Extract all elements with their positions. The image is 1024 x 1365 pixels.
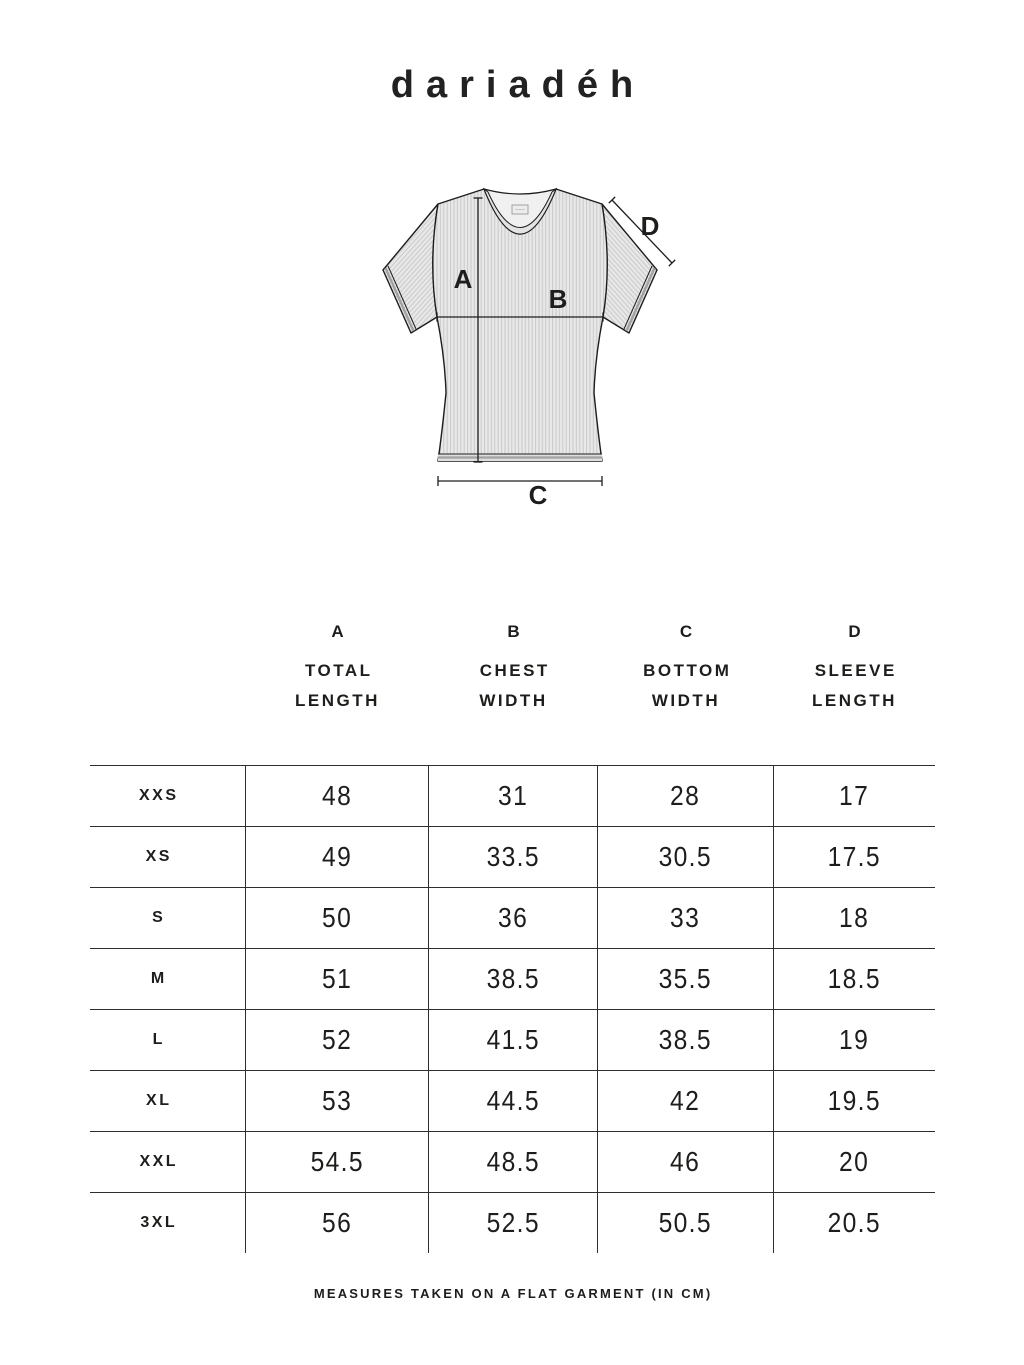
value-bottom-width: 50.5 (598, 1193, 774, 1253)
table-row-xxs (90, 765, 935, 826)
value-sleeve-length: 19.5 (827, 1085, 882, 1116)
header-letter-d: D (848, 622, 864, 641)
value-sleeve-length: 19 (839, 1024, 870, 1055)
value-sleeve-length: 20.5 (827, 1207, 882, 1238)
footnote: MEASURES TAKEN ON A FLAT GARMENT (IN CM) (313, 1286, 713, 1301)
table-row-xxl (90, 1131, 935, 1192)
header-col-b (429, 622, 598, 716)
table-header (90, 622, 935, 716)
value-total-length: 53 (246, 1071, 429, 1131)
size-table (90, 765, 935, 1253)
header-col-a (246, 622, 429, 716)
value-bottom-width: 28 (598, 766, 774, 826)
value-chest-width: 44.5 (429, 1071, 598, 1131)
header-letter-c: C (679, 622, 695, 641)
value-chest-width: 38.5 (429, 949, 598, 1009)
table-row-l (90, 1009, 935, 1070)
value-sleeve-length: 17 (839, 780, 870, 811)
value-chest-width: 52.5 (429, 1193, 598, 1253)
value-total-length: 54.5 (246, 1132, 429, 1192)
table-row-xs (90, 826, 935, 887)
value-chest-width: 33.5 (429, 827, 598, 887)
value-chest-width: 31 (429, 766, 598, 826)
value-bottom-width: 46 (598, 1132, 774, 1192)
hem-band (438, 454, 602, 461)
value-chest-width: 41.5 (429, 1010, 598, 1070)
value-chest-width: 48.5 (429, 1132, 598, 1192)
header-spacer (90, 622, 246, 716)
value-bottom-width: 42 (598, 1071, 774, 1131)
size-label: L (90, 1010, 246, 1070)
size-label: XXL (90, 1132, 246, 1192)
table-row-m (90, 948, 935, 1009)
header-name-c: BOTTOM WIDTH (643, 661, 732, 710)
value-chest-width: 36 (429, 888, 598, 948)
value-bottom-width: 38.5 (598, 1010, 774, 1070)
header-letter-a: A (331, 622, 347, 641)
measure-label-a: A (453, 264, 473, 294)
value-bottom-width: 30.5 (598, 827, 774, 887)
header-col-d (774, 622, 935, 716)
value-total-length: 50 (246, 888, 429, 948)
value-sleeve-length: 17.5 (827, 841, 882, 872)
size-label: 3XL (90, 1193, 246, 1253)
value-bottom-width: 35.5 (598, 949, 774, 1009)
size-label: S (90, 888, 246, 948)
value-sleeve-length: 20 (839, 1146, 870, 1177)
value-total-length: 52 (246, 1010, 429, 1070)
header-letter-b: B (507, 622, 523, 641)
table-row-s (90, 887, 935, 948)
header-name-b: CHEST WIDTH (479, 661, 550, 710)
value-sleeve-length: 18.5 (827, 963, 882, 994)
tshirt-measurement-diagram (365, 178, 680, 513)
left-sleeve (383, 204, 438, 333)
value-total-length: 56 (246, 1193, 429, 1253)
header-name-a: TOTAL LENGTH (295, 661, 380, 710)
value-total-length: 49 (246, 827, 429, 887)
measure-label-b: B (548, 284, 568, 314)
size-label: XXS (90, 766, 246, 826)
size-label: XL (90, 1071, 246, 1131)
value-total-length: 51 (246, 949, 429, 1009)
measure-label-d: D (640, 211, 660, 241)
measure-label-c: C (528, 480, 548, 510)
value-sleeve-length: 18 (839, 902, 870, 933)
size-label: M (90, 949, 246, 1009)
size-label: XS (90, 827, 246, 887)
header-name-d: SLEEVE LENGTH (812, 661, 897, 710)
value-bottom-width: 33 (598, 888, 774, 948)
value-total-length: 48 (246, 766, 429, 826)
header-col-c (598, 622, 774, 716)
table-row-3xl (90, 1192, 935, 1253)
brand-logo: dariadéh (390, 64, 646, 106)
table-row-xl (90, 1070, 935, 1131)
